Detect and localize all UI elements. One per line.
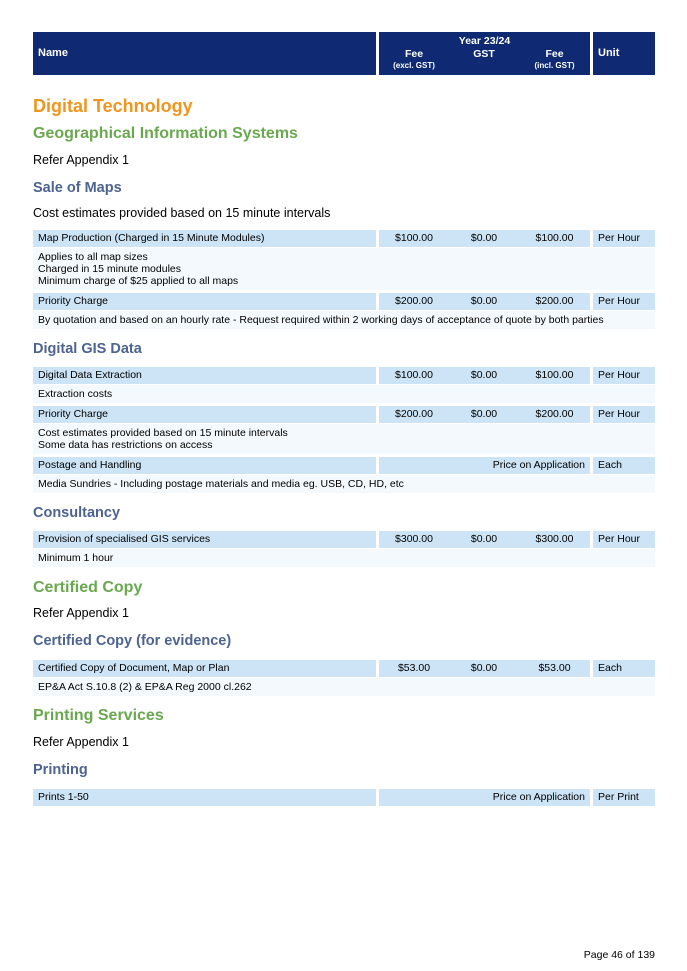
fee-excl-value: $300.00 xyxy=(379,531,449,548)
fee-note: Cost estimates provided based on 15 minute intervals Some data has restrictions on access xyxy=(33,424,655,454)
table-header xyxy=(33,32,655,75)
header-name: Name xyxy=(33,32,376,75)
fee-note: Applies to all map sizes Charged in 15 minute modules Minimum charge of $25 applied to all maps xyxy=(33,248,655,290)
unit-value: Per Hour xyxy=(593,293,655,310)
unit-value: Each xyxy=(593,457,655,474)
gst-value: $0.00 xyxy=(449,531,519,548)
heading-digital-gis-data: Digital GIS Data xyxy=(33,341,142,357)
fee-excl-value: $200.00 xyxy=(379,293,449,310)
heading-digital-technology: Digital Technology xyxy=(33,96,193,116)
header-fee-excl: Fee (excl. GST) xyxy=(393,48,435,70)
fee-incl-value: $100.00 xyxy=(519,367,590,384)
heading-printing: Printing xyxy=(33,762,88,778)
fee-item-name: Priority Charge xyxy=(33,406,376,423)
price-on-application: Price on Application xyxy=(379,457,590,474)
heading-certified-copy: Certified Copy xyxy=(33,579,143,596)
fee-row-priority-charge-maps xyxy=(33,293,655,310)
fee-incl-value: $300.00 xyxy=(519,531,590,548)
fee-note: Minimum 1 hour xyxy=(33,549,655,567)
heading-printing-services: Printing Services xyxy=(33,707,164,724)
unit-value: Per Hour xyxy=(593,367,655,384)
fee-row-certified-copy xyxy=(33,660,655,677)
header-year: Year 23/24 xyxy=(458,35,511,47)
unit-value: Per Hour xyxy=(593,230,655,247)
heading-certified-copy-evidence: Certified Copy (for evidence) xyxy=(33,633,232,649)
unit-value: Per Hour xyxy=(593,406,655,423)
fee-row-digital-data-extraction xyxy=(33,367,655,384)
fee-item-name: Postage and Handling xyxy=(33,457,376,474)
fee-excl-value: $200.00 xyxy=(379,406,449,423)
gst-value: $0.00 xyxy=(449,293,519,310)
fee-excl-value: $53.00 xyxy=(379,660,449,677)
fee-note: By quotation and based on an hourly rate - Request required within 2 working days of acceptance of quote by both parties xyxy=(33,311,655,329)
fee-row-specialised-gis xyxy=(33,531,655,548)
gst-value: $0.00 xyxy=(449,230,519,247)
fee-item-name: Certified Copy of Document, Map or Plan xyxy=(33,660,376,677)
fee-item-name: Map Production (Charged in 15 Minute Modules) xyxy=(33,230,376,247)
header-fee-incl: Fee (incl. GST) xyxy=(534,48,575,70)
fee-excl-value: $100.00 xyxy=(379,367,449,384)
fee-incl-value: $53.00 xyxy=(519,660,590,677)
gst-value: $0.00 xyxy=(449,406,519,423)
heading-consultancy: Consultancy xyxy=(33,505,121,521)
header-year-group xyxy=(379,32,590,75)
gst-value: $0.00 xyxy=(449,367,519,384)
page-number: Page 46 of 139 xyxy=(583,949,655,961)
fee-item-name: Prints 1-50 xyxy=(33,789,376,806)
unit-value: Per Hour xyxy=(593,531,655,548)
certified-copy-refer: Refer Appendix 1 xyxy=(33,606,129,620)
fee-row-prints xyxy=(33,789,655,806)
heading-sale-of-maps: Sale of Maps xyxy=(33,180,122,196)
fee-row-map-production xyxy=(33,230,655,247)
price-on-application: Price on Application xyxy=(379,789,590,806)
fee-note: Media Sundries - Including postage materials and media eg. USB, CD, HD, etc xyxy=(33,475,655,493)
fee-item-name: Digital Data Extraction xyxy=(33,367,376,384)
unit-value: Per Print xyxy=(593,789,655,806)
fee-row-priority-charge-data xyxy=(33,406,655,423)
fee-item-name: Provision of specialised GIS services xyxy=(33,531,376,548)
fee-incl-value: $200.00 xyxy=(519,293,590,310)
sale-of-maps-intro: Cost estimates provided based on 15 minute intervals xyxy=(33,206,331,220)
fee-item-name: Priority Charge xyxy=(33,293,376,310)
header-unit: Unit xyxy=(593,32,655,75)
printing-services-refer: Refer Appendix 1 xyxy=(33,735,129,749)
header-gst: GST xyxy=(473,48,495,60)
fee-note: Extraction costs xyxy=(33,385,655,403)
fee-incl-value: $100.00 xyxy=(519,230,590,247)
fee-excl-value: $100.00 xyxy=(379,230,449,247)
gis-refer: Refer Appendix 1 xyxy=(33,153,129,167)
fee-incl-value: $200.00 xyxy=(519,406,590,423)
gst-value: $0.00 xyxy=(449,660,519,677)
fee-row-postage-handling xyxy=(33,457,655,474)
heading-gis: Geographical Information Systems xyxy=(33,125,298,142)
unit-value: Each xyxy=(593,660,655,677)
fee-note: EP&A Act S.10.8 (2) & EP&A Reg 2000 cl.262 xyxy=(33,678,655,696)
